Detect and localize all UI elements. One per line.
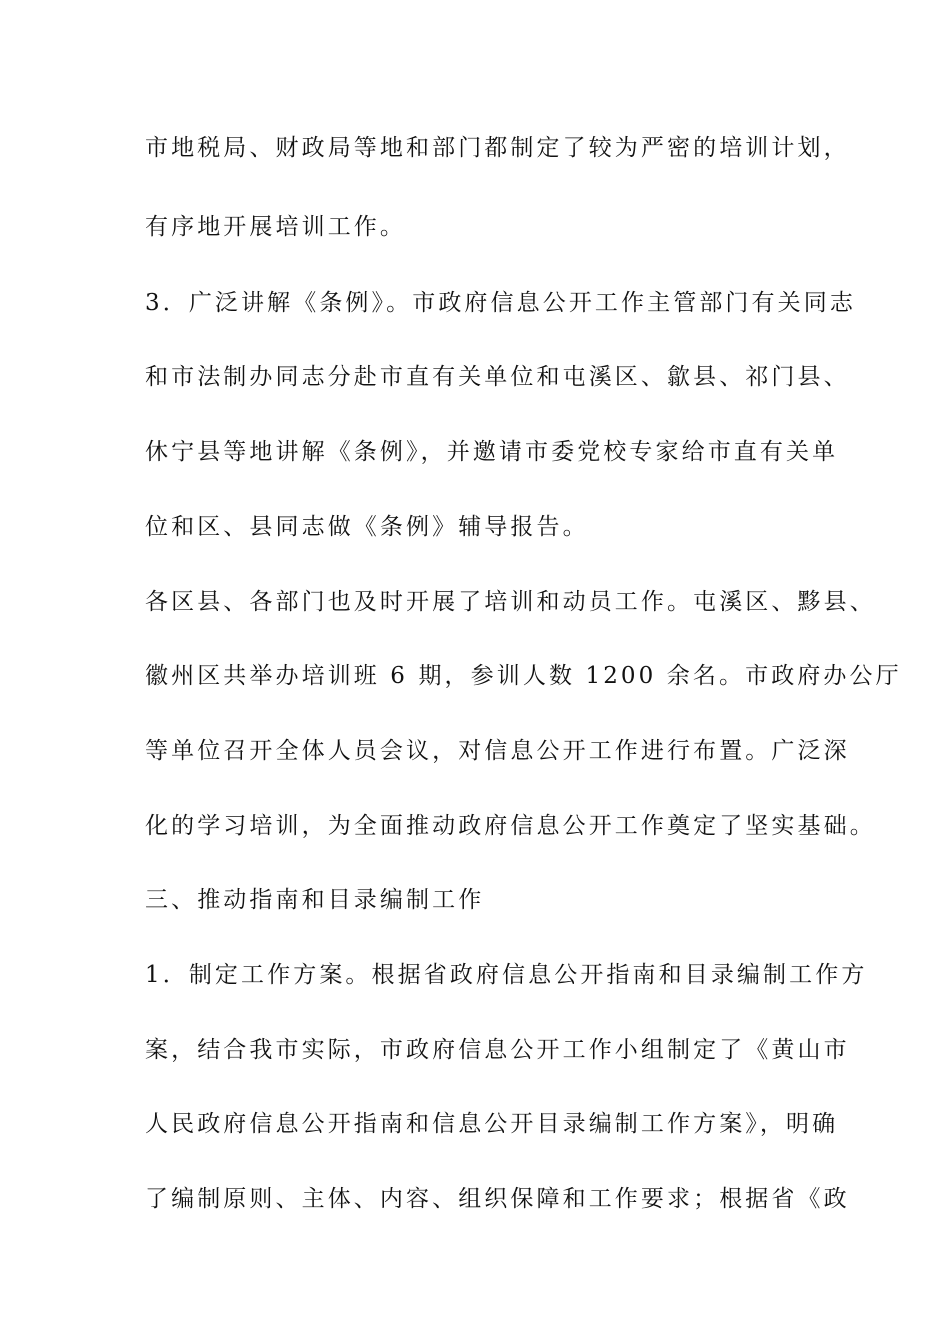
text-line: 1．制定工作方案。根据省政府信息公开指南和目录编制工作方 (145, 962, 868, 988)
text-line: 休宁县等地讲解《条例》，并邀请市委党校专家给市直有关单 (145, 439, 839, 465)
text-line: 3．广泛讲解《条例》。市政府信息公开工作主管部门有关同志 (145, 290, 856, 316)
text-line: 位和区、县同志做《条例》辅导报告。 (145, 514, 589, 540)
text-line: 有序地开展培训工作。 (145, 214, 406, 240)
text-line: 化的学习培训，为全面推动政府信息公开工作奠定了坚实基础。 (145, 813, 876, 839)
text-line: 等单位召开全体人员会议，对信息公开工作进行布置。广泛深 (145, 738, 850, 764)
text-line: 和市法制办同志分赴市直有关单位和屯溪区、歙县、祁门县、 (145, 364, 850, 390)
section-heading: 三、推动指南和目录编制工作 (145, 887, 485, 913)
text-line: 各区县、各部门也及时开展了培训和动员工作。屯溪区、黟县、 (145, 589, 876, 615)
text-line: 市地税局、财政局等地和部门都制定了较为严密的培训计划， (145, 135, 850, 161)
text-line: 人民政府信息公开指南和信息公开目录编制工作方案》，明确 (145, 1111, 839, 1137)
text-line: 徽州区共举办培训班 6 期，参训人数 1200 余名。市政府办公厅 (145, 663, 902, 689)
text-line: 案，结合我市实际，市政府信息公开工作小组制定了《黄山市 (145, 1037, 850, 1063)
text-line: 了编制原则、主体、内容、组织保障和工作要求；根据省《政 (145, 1186, 850, 1212)
